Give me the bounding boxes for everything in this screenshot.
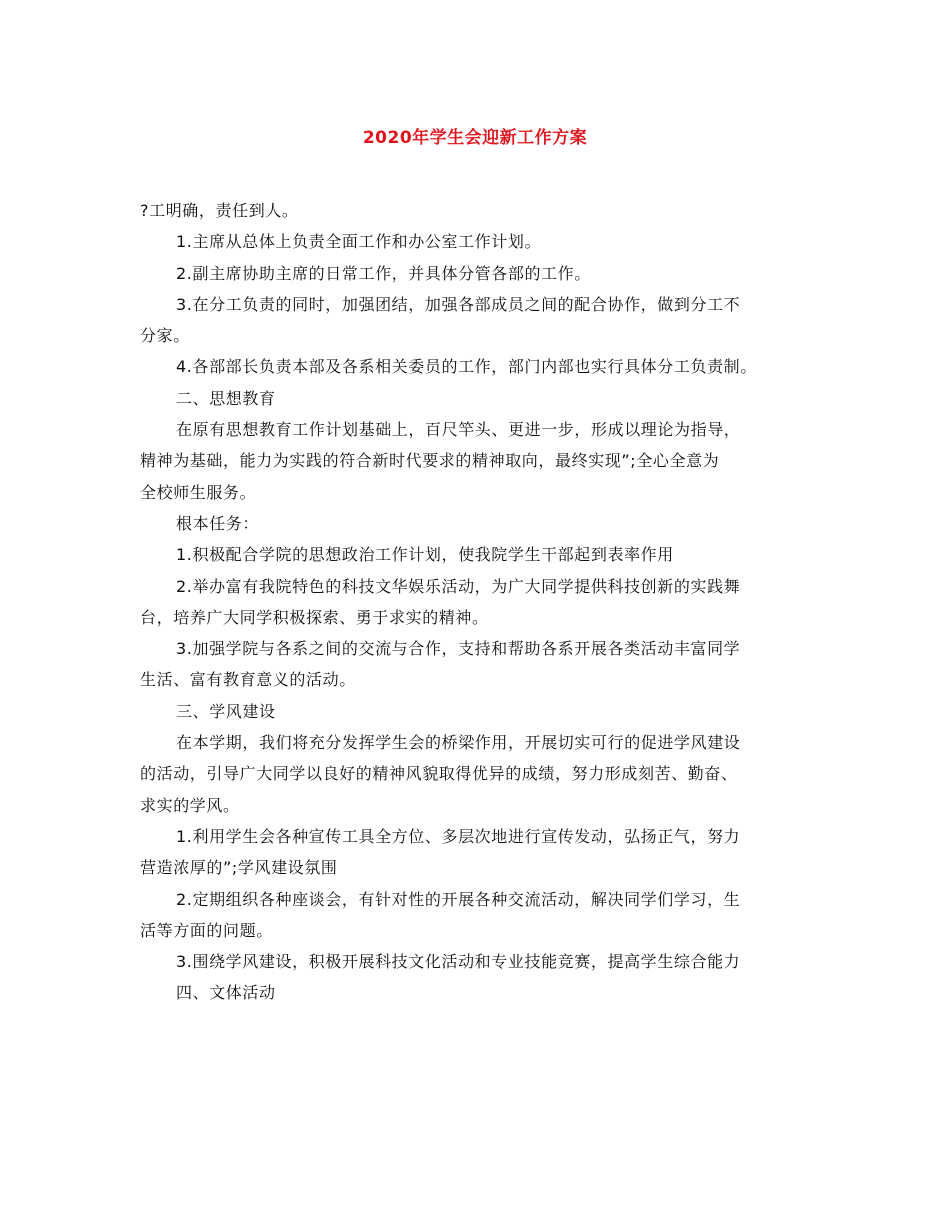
text-line: 2.举办富有我院特色的科技文华娱乐活动，为广大同学提供科技创新的实践舞 bbox=[176, 576, 741, 596]
text-line: 在本学期，我们将充分发挥学生会的桥梁作用，开展切实可行的促进学风建设 bbox=[176, 733, 741, 753]
text-line: 的活动，引导广大同学以良好的精神风貌取得优异的成绩，努力形成刻苦、勤奋、 bbox=[140, 764, 738, 784]
text-line: ?工明确，责任到人。 bbox=[140, 201, 299, 220]
text-line: 活等方面的问题。 bbox=[140, 920, 273, 940]
section-heading: 四、文体活动 bbox=[176, 983, 276, 1003]
text-line: 全校师生服务。 bbox=[140, 482, 257, 502]
subheading: 根本任务： bbox=[176, 513, 260, 533]
text-line: 2.副主席协助主席的日常工作，并具体分管各部的工作。 bbox=[176, 263, 591, 283]
text-line: 台，培养广大同学积极探索、勇于求实的精神。 bbox=[140, 607, 489, 627]
text-line: 1.主席从总体上负责全面工作和办公室工作计划。 bbox=[176, 232, 542, 252]
text-line: 求实的学风。 bbox=[140, 795, 240, 815]
text-line: 3.在分工负责的同时，加强团结，加强各部成员之间的配合协作，做到分工不 bbox=[176, 294, 741, 314]
text-line: 精神为基础，能力为实践的符合新时代要求的精神取向，最终实现”;全心全意为 bbox=[140, 451, 720, 471]
text-line: 4.各部部长负责本部及各系相关委员的工作，部门内部也实行具体分工负责制。 bbox=[176, 357, 757, 377]
document-body bbox=[140, 195, 816, 1009]
text-line: 分家。 bbox=[140, 326, 190, 346]
text-line: 营造浓厚的”;学风建设氛围 bbox=[140, 858, 338, 878]
text-line: 生活、富有教育意义的活动。 bbox=[140, 670, 356, 690]
document-title: 2020年学生会迎新工作方案 bbox=[362, 128, 588, 148]
text-line: 1.积极配合学院的思想政治工作计划，使我院学生干部起到表率作用 bbox=[176, 545, 674, 565]
text-line: 3.围绕学风建设，积极开展科技文化活动和专业技能竞赛，提高学生综合能力 bbox=[176, 952, 741, 972]
section-heading: 二、思想教育 bbox=[176, 388, 276, 408]
text-line: 1.利用学生会各种宣传工具全方位、多层次地进行宣传发动，弘扬正气，努力 bbox=[176, 826, 741, 846]
text-line: 在原有思想教育工作计划基础上，百尺竿头、更进一步，形成以理论为指导， bbox=[176, 420, 741, 440]
text-line: 3.加强学院与各系之间的交流与合作，支持和帮助各系开展各类活动丰富同学 bbox=[176, 639, 741, 659]
section-heading: 三、学风建设 bbox=[176, 701, 276, 721]
text-line: 2.定期组织各种座谈会，有针对性的开展各种交流活动，解决同学们学习，生 bbox=[176, 889, 741, 909]
